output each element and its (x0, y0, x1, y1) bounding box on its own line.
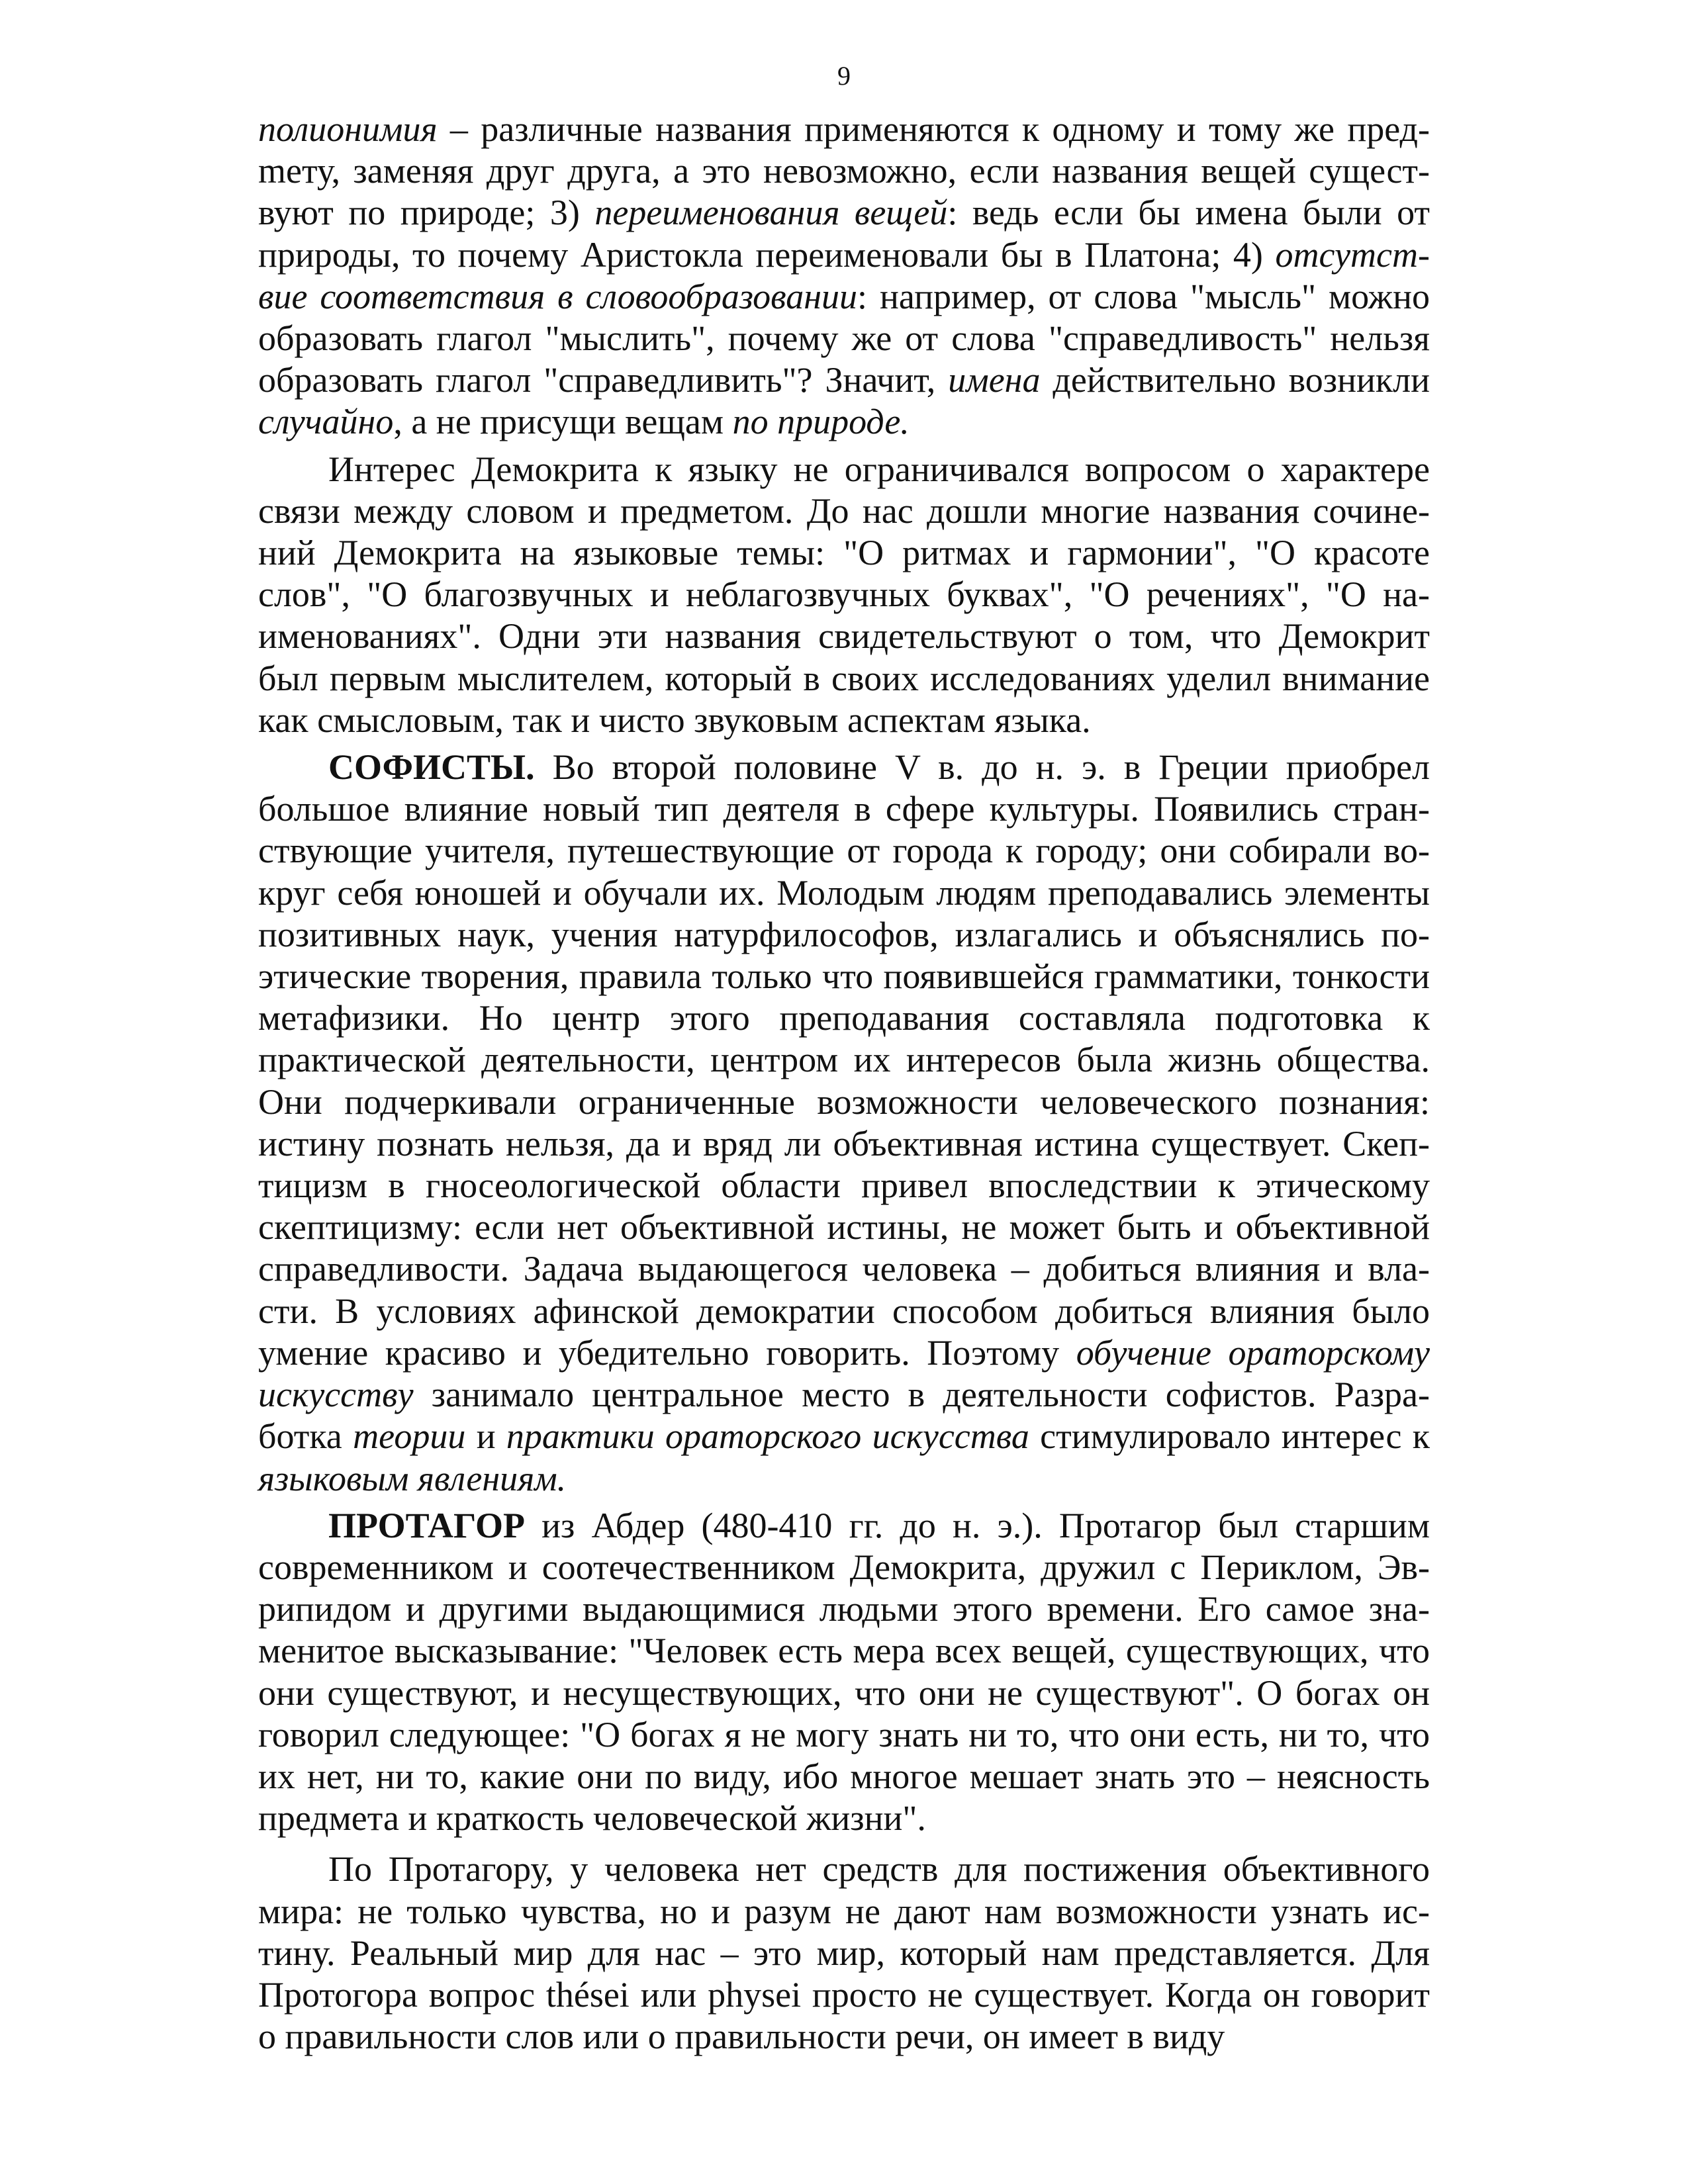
body-text: По Протагору, у человека нет средств для постижения объективного мира: не только чувства, но и разум не дают нам возможности узнать истину. Реальный мир для нас – это мир, который нам представляется. Для Протогора вопрос thései или physei просто не существует. Когда он говорит о правильности слов или о правильности речи, он имеет в виду (258, 1849, 1430, 2057)
italic-text: отсутствие соответствия в словообразовании (258, 234, 1430, 316)
document-page (258, 60, 1430, 2058)
italic-text: языковым явлениям. (258, 1458, 567, 1498)
body-text: : ведь если бы имена были от природы, то почему Аристокла переименовали бы в Платона; 4) (258, 193, 1430, 275)
italic-text: теории (353, 1416, 466, 1457)
body-text: , а не присущи вещам (393, 402, 733, 442)
body-text: занимало центральное место в деятельности софистов. Разработка (258, 1375, 1430, 1457)
body-text: действительно возникли (1040, 360, 1430, 400)
italic-text: практики ораторского искусства (506, 1416, 1029, 1457)
body-text: и (465, 1416, 506, 1457)
paragraph-polyonymy (258, 109, 1430, 443)
bold-heading-text: СОФИСТЫ. (328, 747, 535, 788)
italic-text: случайно (258, 402, 394, 442)
italic-text: обучение ораторскому искусству (258, 1332, 1430, 1415)
italic-text: полионимия (258, 109, 438, 149)
paragraph-protagoras (258, 1505, 1430, 1840)
italic-text: по природе. (732, 402, 910, 442)
italic-text: переименования вещей (594, 193, 948, 233)
paragraph-democritus-language (258, 449, 1430, 741)
paragraph-sophists (258, 747, 1430, 1500)
page-number: 9 (837, 61, 851, 91)
body-text: стимулировало интерес к (1029, 1416, 1430, 1457)
body-text: из Абдер (480-410 гг. до н. э.). Протагор был старшим современником и соотечественником Демокрита, дружил с Периклом, Эврипидом и другими выдающимися людьми этого времени. Его самое знаменитое высказывание: "Человек есть мера всех вещей, существующих, что они существуют, и несуществующих, что они не существуют". О богах он говорил следующее: "О богах я не могу знать ни то, что они есть, ни то, что их нет, ни то, какие они по виду, ибо многое мешает знать это – неясность предмета и краткость человеческой жизни". (258, 1505, 1430, 1839)
paragraph-protagoras-knowledge (258, 1848, 1430, 2058)
body-text: Интерес Демокрита к языку не ограничивался вопросом о характере связи между словом и предметом. До нас дошли многие названия сочинений Демокрита на языковые темы: "О ритмах и гармонии", "О красоте слов", "О благозвучных и неблагозвучных буквах", "О речениях", "О наименованиях". Одни эти названия свидетельствуют о том, что Демокрит был первым мыслителем, который в своих исследованиях уделил внимание как смысловым, так и чисто звуковым аспектам языка. (258, 449, 1430, 740)
body-text: : например, от слова "мысль" можно образовать глагол "мыслить", почему же от слова "справедливость" нельзя образовать глагол "справедливить"? Значит, (258, 276, 1430, 400)
body-text: – различные названия применяются к одному и тому же предmету, заменяя друг друга, а это невозможно, если названия вещей существуют по природе; 3) (258, 109, 1430, 233)
body-text: Во второй половине V в. до н. э. в Греции приобрел большое влияние новый тип деятеля в сфере культуры. Появились странствующие учителя, путешествующие от города к городу; они собирали вокруг себя юношей и обучали их. Молодым людям преподавались элементы позитивных наук, учения натурфилософов, излагались и объяснялись поэтические творения, правила только что появившейся грамматики, тонкости метафизики. Но центр этого преподавания составляла подготовка к практической деятельности, центром их интересов была жизнь общества. Они подчеркивали ограниченные возможности человеческого познания: истину познать нельзя, да и вряд ли объективная истина существует. Скептицизм в гносеологической области привел впоследствии к этическому скептицизму: если нет объективной истины, не может быть и объективной справедливости. Задача выдающегося человека – добиться влияния и власти. В условиях афинской демократии способом добиться влияния было умение красиво и убедительно говорить. Поэтому (258, 747, 1430, 1373)
italic-text: имена (948, 360, 1041, 400)
bold-heading-text: ПРОТАГОР (328, 1505, 525, 1545)
